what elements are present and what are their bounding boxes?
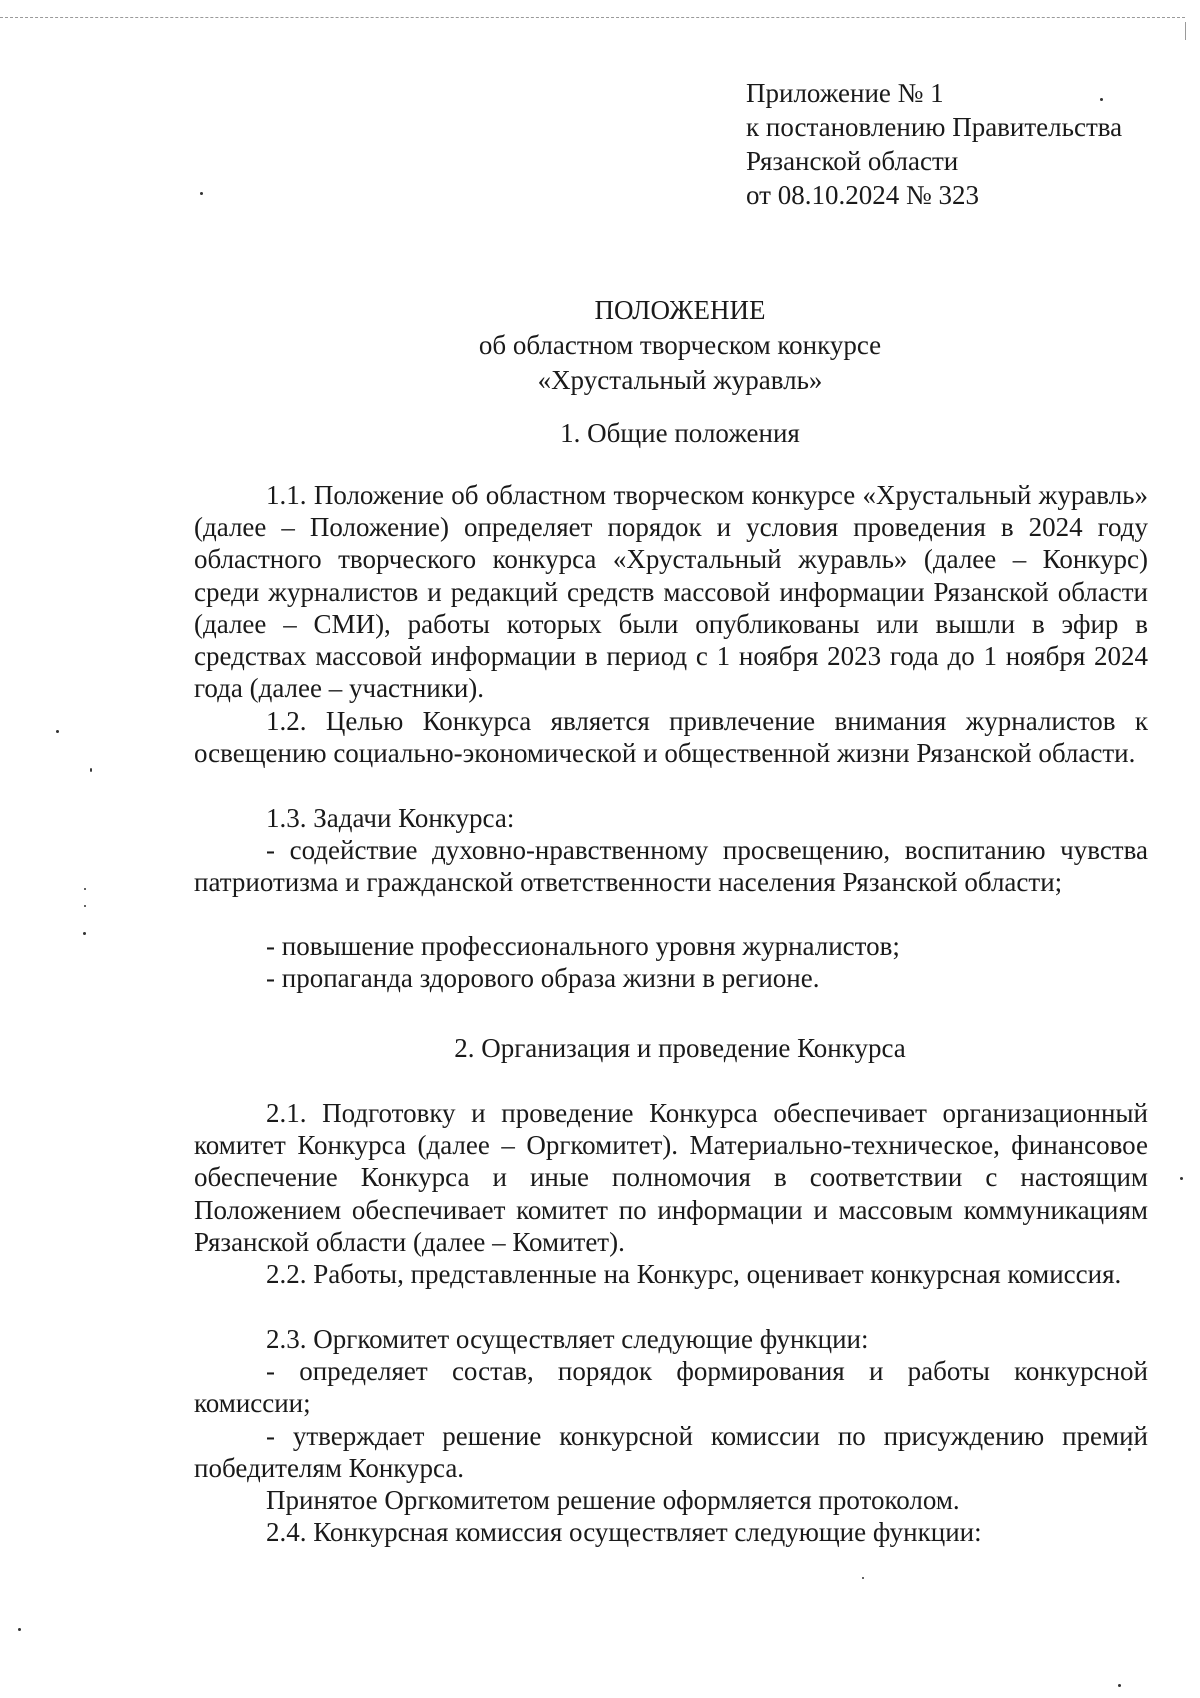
scan-speck (1180, 1177, 1183, 1180)
section-1-heading: 1. Общие положения (560, 418, 800, 448)
scan-speck (1118, 1684, 1121, 1687)
scan-speck (83, 932, 86, 935)
decision-note: Принятое Оргкомитетом решение оформляется протоколом. (266, 1485, 960, 1515)
function-item-1: - определяет состав, порядок формирования и работы конкурсной комиссии; (194, 1356, 1148, 1419)
title-subheading: об областном творческом конкурсе (478, 330, 882, 360)
appendix-resolution: к постановлению Правительства (746, 112, 1123, 142)
appendix-number: Приложение № 1 (746, 78, 944, 108)
paragraph-2-2: 2.2. Работы, представленные на Конкурс, оценивает конкурсная комиссия. (266, 1259, 1122, 1289)
task-item-1: - содействие духовно-нравственному просвещению, воспитанию чувства патриотизма и гражданской ответственности населения Рязанской области; (194, 835, 1148, 898)
task-item-3: - пропаганда здорового образа жизни в регионе. (266, 963, 820, 993)
paragraph-1-1: 1.1. Положение об областном творческом конкурсе «Хрустальный журавль» (далее – Положение) определяет порядок и условия проведения в 2024 году областного творческого конкурса «Хрустальный журавль» (далее – Конкурс) среди журналистов и редакций средств массовой информации Рязанской области (далее – СМИ), работы которых были опубликованы или вышли в эфир в средствах массовой информации в период с 1 ноября 2023 года до 1 ноября 2024 года (далее – участники). (194, 480, 1148, 704)
paragraph-1-3: 1.3. Задачи Конкурса: (266, 803, 515, 833)
scan-speck (56, 730, 59, 733)
appendix-block (746, 76, 1166, 212)
scan-speck (90, 768, 92, 772)
scan-speck (84, 888, 86, 890)
section-2-heading: 2. Организация и проведение Конкурса (454, 1033, 906, 1063)
paragraph-2-3: 2.3. Оргкомитет осуществляет следующие функции: (266, 1324, 869, 1354)
appendix-region: Рязанской области (746, 146, 959, 176)
scan-edge-line (0, 17, 1185, 18)
document-title (180, 293, 1180, 398)
scan-speck (200, 192, 203, 195)
function-item-2: - утверждает решение конкурсной комиссии по присуждению премий победителям Конкурса. (194, 1421, 1148, 1484)
title-heading: ПОЛОЖЕНИЕ (594, 295, 766, 325)
paragraph-1-2: 1.2. Целью Конкурса является привлечение внимания журналистов к освещению социально-экономической и общественной жизни Рязанской области. (194, 706, 1148, 769)
appendix-date: от 08.10.2024 № 323 (746, 180, 979, 210)
scan-speck (862, 1577, 864, 1579)
paragraph-2-4: 2.4. Конкурсная комиссия осуществляет следующие функции: (266, 1517, 982, 1547)
task-item-2: - повышение профессионального уровня журналистов; (266, 931, 900, 961)
paragraph-2-1: 2.1. Подготовку и проведение Конкурса обеспечивает организационный комитет Конкурса (далее – Оргкомитет). Материально-техническое, финансовое обеспечение Конкурса и иные полномочия в соответствии с настоящим Положением обеспечивает комитет по информации и массовым коммуникациям Рязанской области (далее – Комитет). (194, 1098, 1148, 1257)
scan-edge-mark (1185, 22, 1186, 40)
title-contest-name: «Хрустальный журавль» (537, 365, 823, 395)
scan-speck (84, 905, 86, 907)
scan-speck (18, 1628, 21, 1631)
